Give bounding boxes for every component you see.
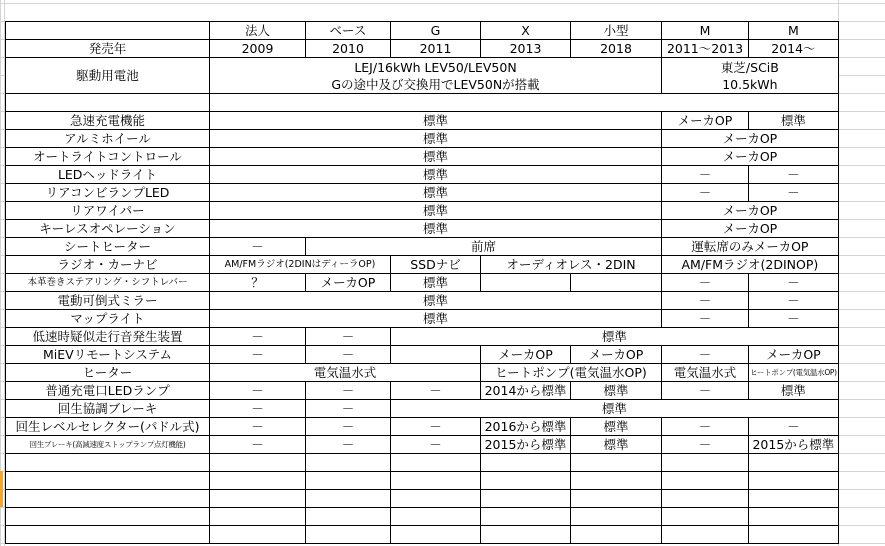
table-cell[interactable]: 標準 [210,148,662,166]
table-row [6,364,839,382]
row-label[interactable]: ヒーター [6,364,210,382]
empty-cell[interactable] [571,526,662,544]
empty-cell[interactable] [210,490,306,508]
blank-row [6,472,839,490]
table-cell[interactable]: 2015から標準 [749,436,839,454]
row-label[interactable]: リアワイパー [6,202,210,220]
table-cell[interactable]: 運転席のみメーカOP [662,238,839,256]
table-cell[interactable]: メーカOP [662,202,839,220]
empty-cell[interactable] [662,490,749,508]
empty-cell[interactable] [391,490,481,508]
table-cell[interactable]: 標準 [210,184,662,202]
table-cell[interactable]: － [210,382,306,400]
empty-cell[interactable] [749,526,839,544]
row-label[interactable]: リアコンビランプLED [6,184,210,202]
table-cell[interactable]: 標準 [749,112,839,130]
table-cell[interactable]: 2011 [391,40,481,58]
table-cell[interactable]: メーカOP [662,112,749,130]
table-cell[interactable]: 標準 [749,382,839,400]
table-cell[interactable]: 標準 [391,328,839,346]
empty-cell[interactable] [210,508,306,526]
selection-marker [0,471,3,489]
table-cell[interactable]: 2014から標準 [481,382,571,400]
column-header[interactable]: ベース [306,22,391,40]
table-row [6,400,839,418]
table-row [6,40,839,58]
empty-cell[interactable] [306,454,391,472]
table-row [6,58,839,94]
row-label[interactable]: 駆動用電池 [6,58,210,94]
table-cell[interactable]: － [306,436,391,454]
empty-cell[interactable] [391,454,481,472]
column-header[interactable]: M [662,22,749,40]
table-cell[interactable]: 2018 [571,40,662,58]
row-label[interactable] [6,94,210,112]
empty-cell[interactable] [481,526,571,544]
empty-cell[interactable] [481,508,571,526]
table-cell[interactable]: － [306,328,391,346]
empty-cell[interactable] [306,508,391,526]
table-cell[interactable]: － [210,238,306,256]
table-cell[interactable]: － [391,382,481,400]
table-cell[interactable]: ヒートポンプ(電気温水OP) [749,364,839,382]
empty-cell[interactable] [662,472,749,490]
row-label[interactable]: MiEVリモートシステム [6,346,210,364]
row-label[interactable]: 回生ブレーキ(高減速度ストップランプ点灯機能) [6,436,210,454]
table-cell[interactable]: 標準 [210,220,662,238]
table-cell[interactable]: 2011～2013 [662,40,749,58]
table-row [6,256,839,274]
table-row [6,202,839,220]
row-label[interactable]: シートヒーター [6,238,210,256]
table-row [6,418,839,436]
table-cell[interactable]: － [749,184,839,202]
table-cell[interactable]: 標準 [210,130,662,148]
table-cell[interactable]: ヒートポンプ(電気温水OP) [481,364,662,382]
row-label[interactable]: アルミホイール [6,130,210,148]
table-cell[interactable]: － [210,346,306,364]
row-label[interactable]: LEDヘッドライト [6,166,210,184]
row-label[interactable]: 普通充電口LEDランプ [6,382,210,400]
table-cell[interactable]: 2009 [210,40,306,58]
table-cell[interactable]: 2016から標準 [481,418,571,436]
table-row [6,148,839,166]
row-label[interactable]: 電動可倒式ミラー [6,292,210,310]
table-cell[interactable]: 前席 [306,238,662,256]
table-cell[interactable]: メーカOP [662,220,839,238]
column-header[interactable]: X [481,22,571,40]
row-label[interactable]: 急速充電機能 [6,112,210,130]
table-cell[interactable]: 標準 [391,400,839,418]
table-cell[interactable]: 電気温水式 [662,364,749,382]
table-cell[interactable]: － [210,436,306,454]
blank-row [6,490,839,508]
table-cell[interactable]: 標準 [391,274,481,292]
table-cell[interactable]: 標準 [210,202,662,220]
table-row [6,274,839,292]
empty-cell[interactable] [210,472,306,490]
selection-marker [0,489,3,507]
table-cell[interactable]: － [662,382,749,400]
table-cell[interactable]: － [662,346,749,364]
empty-cell[interactable] [6,454,210,472]
table-cell[interactable]: － [391,436,481,454]
table-cell[interactable]: メーカOP [571,346,662,364]
table-cell[interactable]: オーディオレス・2DIN [481,256,662,274]
empty-cell[interactable] [391,472,481,490]
table-cell[interactable]: 標準 [210,112,662,130]
table-cell[interactable]: 標準 [210,292,662,310]
table-row [6,292,839,310]
row-label[interactable]: 低速時疑似走行音発生装置 [6,328,210,346]
table-cell[interactable]: 2013 [481,40,571,58]
table-row [6,166,839,184]
table-row [6,112,839,130]
table-cell[interactable]: － [662,274,749,292]
empty-cell[interactable] [662,454,749,472]
table-cell[interactable]: － [662,166,749,184]
table-cell[interactable]: － [210,328,306,346]
table-cell[interactable]: － [662,436,749,454]
comparison-table [5,21,839,544]
empty-cell[interactable] [749,508,839,526]
table-cell[interactable]: － [306,400,391,418]
table-row [6,382,839,400]
table-cell[interactable]: 標準 [571,382,662,400]
row-label[interactable]: 回生レベルセレクター(パドル式) [6,418,210,436]
table-cell[interactable]: メーカOP [662,148,839,166]
column-header[interactable] [6,22,210,40]
table-cell[interactable]: － [662,310,749,328]
table-cell[interactable]: － [749,310,839,328]
empty-cell[interactable] [306,472,391,490]
empty-cell[interactable] [306,490,391,508]
table-cell[interactable]: － [391,418,481,436]
table-cell[interactable]: メーカOP [662,130,839,148]
row-label[interactable]: キーレスオペレーション [6,220,210,238]
table-cell[interactable]: － [662,184,749,202]
empty-cell[interactable] [306,526,391,544]
empty-cell[interactable] [749,490,839,508]
empty-cell[interactable] [6,490,210,508]
table-cell[interactable]: SSDナビ [391,256,481,274]
table-cell[interactable]: － [662,292,749,310]
table-row [6,346,839,364]
empty-cell[interactable] [571,472,662,490]
table-cell[interactable]: 標準 [210,166,662,184]
table-cell[interactable]: － [210,400,306,418]
table-cell[interactable]: メーカOP [481,346,571,364]
column-header[interactable]: 法人 [210,22,306,40]
header-row [6,22,839,40]
table-cell[interactable] [481,274,571,292]
table-cell[interactable]: － [306,418,391,436]
column-header[interactable]: 小型 [571,22,662,40]
table-row [6,238,839,256]
table-cell[interactable]: 東芝/SCiB 10.5kWh [662,58,839,94]
row-label[interactable]: ラジオ・カーナビ [6,256,210,274]
blank-row [6,454,839,472]
column-header[interactable]: M [749,22,839,40]
table-cell[interactable]: － [306,382,391,400]
table-row [6,436,839,454]
table-row [6,220,839,238]
table-cell[interactable]: 2015から標準 [481,436,571,454]
table-cell[interactable]: － [210,418,306,436]
empty-cell[interactable] [571,454,662,472]
table-cell[interactable]: － [749,418,839,436]
blank-row [6,508,839,526]
row-label[interactable]: 本革巻きステアリング・シフトレバー [6,274,210,292]
table-cell[interactable]: － [306,346,391,364]
table-cell[interactable]: LEJ/16kWh LEV50/LEV50N Gの途中及び交換用でLEV50Nが搭載 [210,58,662,94]
row-label[interactable]: オートライトコントロール [6,148,210,166]
empty-cell[interactable] [391,508,481,526]
empty-cell[interactable] [749,472,839,490]
empty-cell[interactable] [749,454,839,472]
table-cell[interactable]: － [749,166,839,184]
table-cell[interactable]: ？ [210,274,306,292]
empty-cell[interactable] [6,508,210,526]
table-cell[interactable]: AM/FMラジオ(2DINOP) [662,256,839,274]
empty-cell[interactable] [481,490,571,508]
table-cell[interactable]: 2010 [306,40,391,58]
table-cell[interactable]: 標準 [571,418,662,436]
empty-cell[interactable] [6,472,210,490]
table-cell[interactable]: 標準 [210,310,662,328]
table-row [6,94,839,112]
table-cell[interactable]: － [749,274,839,292]
table-row [6,130,839,148]
row-label[interactable]: 回生協調ブレーキ [6,400,210,418]
column-header[interactable]: G [391,22,481,40]
table-cell[interactable]: AM/FMラジオ(2DINはディーラOP) [210,256,391,274]
table-row [6,184,839,202]
table-row [6,310,839,328]
empty-cell[interactable] [571,508,662,526]
blank-row [6,526,839,544]
empty-cell[interactable] [571,490,662,508]
table-cell[interactable]: 2014～ [749,40,839,58]
empty-cell[interactable] [481,472,571,490]
empty-cell[interactable] [210,454,306,472]
table-cell[interactable]: メーカOP [749,346,839,364]
empty-cell[interactable] [662,526,749,544]
table-cell[interactable]: 電気温水式 [210,364,481,382]
table-cell[interactable]: － [749,292,839,310]
table-cell[interactable]: メーカOP [306,274,391,292]
empty-cell[interactable] [210,526,306,544]
table-row [6,328,839,346]
table-cell[interactable] [391,346,481,364]
empty-cell[interactable] [391,526,481,544]
table-cell[interactable] [210,94,839,112]
empty-cell[interactable] [662,508,749,526]
empty-cell[interactable] [6,526,210,544]
table-cell[interactable]: 標準 [571,436,662,454]
row-label[interactable]: 発売年 [6,40,210,58]
table-cell[interactable] [571,274,662,292]
row-label[interactable]: マップライト [6,310,210,328]
table-cell[interactable]: － [662,418,749,436]
empty-cell[interactable] [481,454,571,472]
